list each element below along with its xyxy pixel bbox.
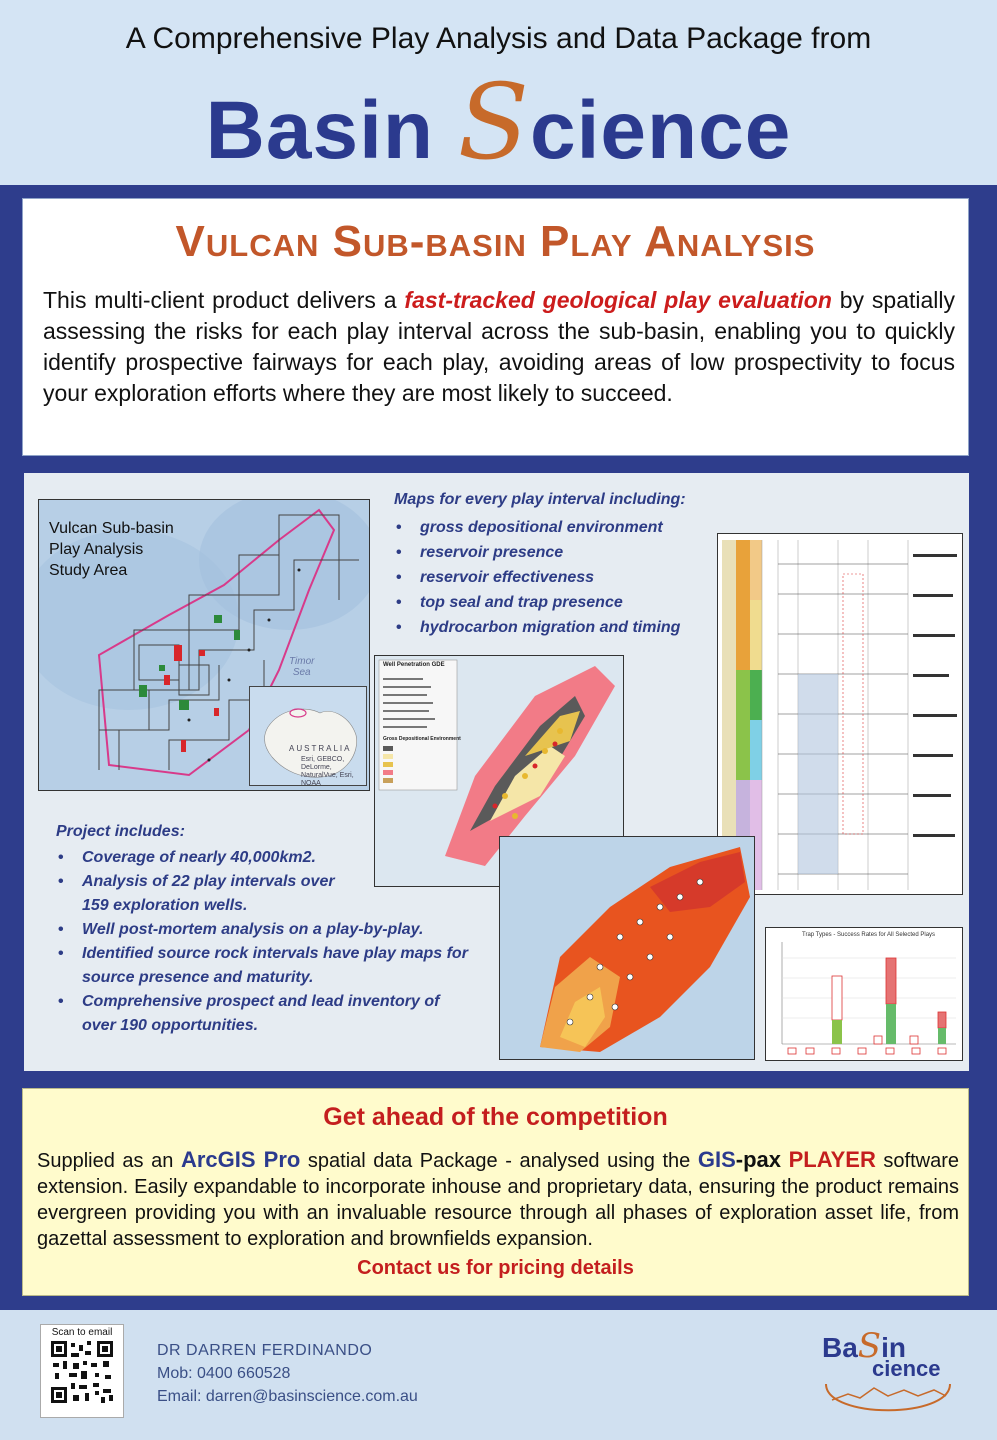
main-title: Vulcan Sub-basin Play Analysis [175,217,816,266]
intro-text [43,285,955,409]
list-item: • reservoir effectiveness [394,565,680,590]
pax-text: -pax [735,1147,782,1172]
supply-text-1: Supplied as an [37,1150,181,1172]
bar-chart-title: Trap Types - Success Rates for All Selected Plays [802,932,936,938]
list-item: • Analysis of 22 play intervals over 159 exploration wells. [56,870,362,918]
gis-text: GIS [697,1147,736,1172]
cta-panel [22,1088,969,1296]
map-credit: Esri, GEBCO, DeLorme, NaturalVue, Esri, NOAA [301,756,354,787]
australia-label: AUSTRALIA [289,744,352,753]
sea-label [289,656,314,678]
supply-text [37,1147,959,1252]
basin-science-small-logo [818,1324,958,1428]
study-label-line2: Play Analysis [49,541,144,558]
basin-science-logo [0,61,997,183]
project-includes-title: Project includes: [56,823,185,840]
pricing-contact: Contact us for pricing details [357,1257,634,1279]
player-text: PLAYER [788,1147,876,1172]
list-item: • hydrocarbon migration and timing [394,615,680,640]
intro-highlight: fast-tracked geological play evaluation [404,287,832,313]
contact-phone: Mob: 0400 660528 [157,1365,291,1382]
qr-code-box[interactable] [40,1324,124,1418]
tagline: A Comprehensive Play Analysis and Data Package from [125,22,872,55]
list-item: • Coverage of nearly 40,000km2. [56,846,486,870]
intro-text-end: by spatially assessing the risks for each play interval across the sub-basin, enabling you to quickly identify prospective fairways for each play, avoiding areas of low prospectivity to focus your exploration efforts where they are most likely to succeed. [43,287,956,406]
intro-panel [22,198,969,456]
study-label-line1: Vulcan Sub-basin [49,520,174,537]
maps-list-title: Maps for every play interval including: [394,491,686,508]
bar-chart-graphic [766,928,962,1060]
arcgis-pro-text: ArcGIS Pro [180,1147,301,1172]
supply-text-3: software extension. Easily expandable to incorporate inhouse and proprietary data, ensuring the product remains evergreen providing you with an invaluable resource through all phases of exploration asset life, from gazettal assessment to exploration and brownfields expansion. [37,1150,959,1250]
logo-part2: cience [530,85,792,176]
list-item: • Well post-mortem analysis on a play-by-play. [56,918,486,942]
well-map-legend-title: Well Penetration GDE [383,662,445,668]
sea-label-line1: Timor [289,656,315,667]
study-area-label [49,518,174,581]
study-area-map [38,499,370,791]
list-item: • reservoir presence [394,540,680,565]
trap-success-bar-chart [765,927,963,1061]
contact-email[interactable]: Email: darren@basinscience.com.au [157,1388,418,1405]
logo-s: S [457,61,531,183]
maps-panel [22,471,971,1073]
prospect-map-graphic [500,837,754,1059]
list-item: • Comprehensive prospect and lead inventory of over 190 opportunities. [56,990,477,1038]
logo-small-in: in [881,1332,906,1363]
supply-text-2: spatial data Package - analysed using the [300,1150,698,1172]
list-item: • gross depositional environment [394,515,680,540]
list-item: • Identified source rock intervals have play maps for source presence and maturity. [56,942,477,990]
logo-small-cience: cience [872,1356,941,1381]
contact-name: DR DARREN FERDINANDO [157,1342,373,1359]
qr-label: Scan to email [51,1327,113,1338]
study-label-line3: Study Area [49,562,128,579]
logo-part1: Basin [205,85,458,176]
list-item: • top seal and trap presence [394,590,680,615]
prospect-inventory-map [499,836,755,1060]
well-map-legend-subtitle: Gross Depositional Environment [383,736,461,742]
logo-small-ba: Ba [822,1332,858,1363]
logo-small-s: S [857,1326,882,1366]
footer [0,1310,997,1440]
maps-list [394,515,680,640]
sea-label-line2: Sea [292,667,311,678]
project-list [56,846,486,1038]
intro-text-start: This multi-client product delivers a [43,287,405,313]
qr-code-icon [51,1341,113,1403]
cta-title: Get ahead of the competition [323,1103,668,1131]
